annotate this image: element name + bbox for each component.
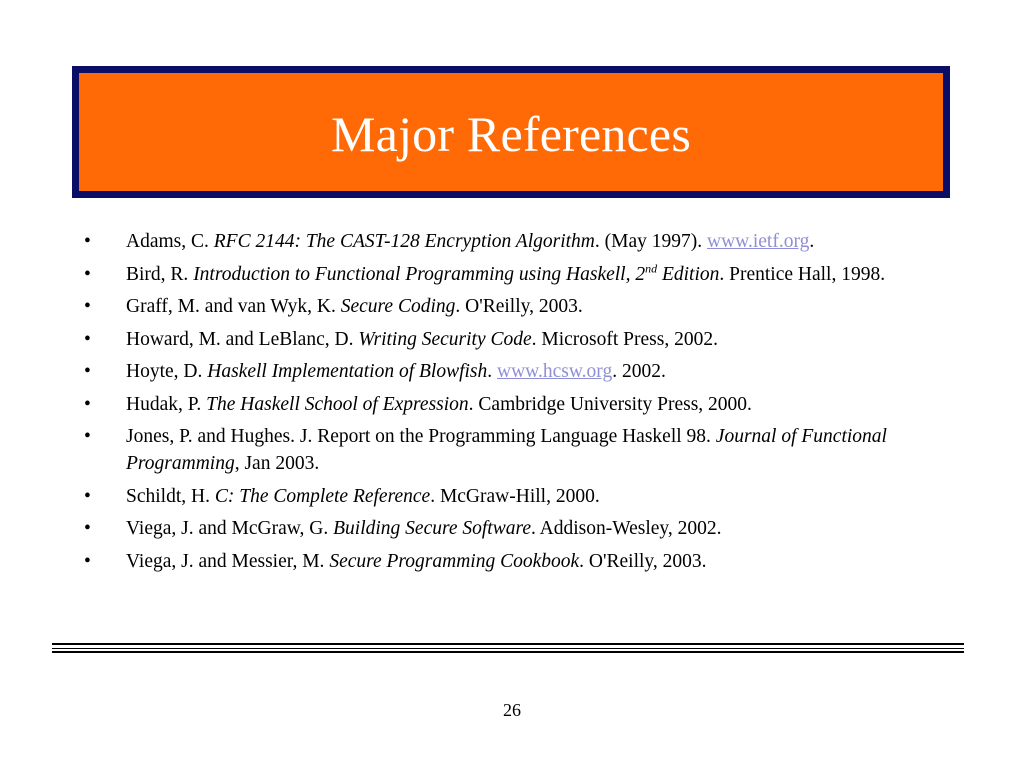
bullet: • [84, 550, 91, 572]
reference-authors: Viega, J. and McGraw, G. [126, 518, 334, 539]
reference-work-title: RFC 2144: The CAST-128 Encryption Algorithm [213, 231, 595, 252]
page-number: 26 [503, 700, 521, 720]
reference-work-title: C: The Complete Reference [214, 485, 431, 507]
bullet: • [84, 296, 91, 317]
reference-link[interactable]: www.ietf.org [707, 231, 810, 252]
reference-details-end: . 2002. [612, 361, 666, 382]
reference-authors: Viega, J. and Messier, M. [126, 550, 330, 572]
title-banner [72, 66, 950, 198]
reference-work-title: Writing Security Code [358, 328, 532, 350]
bullet: • [84, 393, 91, 415]
bullet: • [84, 485, 91, 507]
reference-details: . McGraw-Hill, 2000. [430, 485, 600, 507]
reference-work-title: Haskell Implementation of Blowfish [207, 361, 488, 382]
reference-authors: Howard, M. and LeBlanc, D. [126, 328, 359, 350]
reference-details: . (May 1997). [594, 231, 707, 252]
reference-details-end: . [809, 231, 815, 252]
reference-item [84, 228, 944, 255]
reference-details: , Jan 2003. [234, 453, 320, 474]
reference-details: . Microsoft Press, 2002. [531, 328, 718, 350]
slide-title: Major References [331, 106, 691, 162]
bullet: • [84, 328, 91, 350]
footer-rule-top [52, 643, 964, 645]
reference-authors: Graff, M. and van Wyk, K. [126, 296, 341, 317]
reference-item [84, 358, 944, 385]
reference-details: . O'Reilly, 2003. [455, 296, 583, 317]
footer-rule-bottom [52, 651, 964, 653]
bullet: • [84, 361, 91, 382]
reference-item [84, 293, 944, 320]
reference-authors: Bird, R. [126, 263, 194, 285]
reference-list [84, 228, 944, 580]
bullet: • [84, 518, 91, 539]
reference-details: . [487, 361, 498, 382]
reference-item [84, 261, 944, 288]
footer-rule-middle [52, 648, 964, 649]
reference-authors: Schildt, H. [126, 485, 215, 507]
reference-item [84, 391, 944, 418]
bullet: • [84, 263, 91, 285]
reference-link[interactable]: www.hcsw.org [497, 361, 613, 382]
reference-work-title-cont: Edition [657, 263, 720, 285]
reference-item [84, 548, 944, 575]
reference-work-title: Journal of Functional Programming [126, 426, 887, 474]
reference-item [84, 483, 944, 510]
reference-work-title: Secure Coding [340, 296, 456, 317]
reference-authors: Hudak, P. [126, 393, 207, 415]
reference-authors: Jones, P. and Hughes. J. Report on the Programming Language Haskell 98. [126, 426, 716, 447]
reference-work-title: Secure Programming Cookbook [329, 550, 580, 572]
reference-authors: Adams, C. [126, 231, 214, 252]
reference-item [84, 423, 944, 477]
reference-authors: Hoyte, D. [126, 361, 208, 382]
bullet: • [84, 426, 91, 447]
reference-details: . Cambridge University Press, 2000. [468, 393, 752, 415]
bullet: • [84, 231, 91, 252]
reference-work-title: Introduction to Functional Programming using Haskell, 2 [193, 263, 646, 285]
reference-details: . O'Reilly, 2003. [579, 550, 707, 572]
reference-details: . Prentice Hall, 1998. [719, 263, 886, 285]
reference-superscript: nd [645, 261, 658, 275]
reference-item [84, 515, 944, 542]
reference-work-title: The Haskell School of Expression [206, 393, 469, 415]
reference-item [84, 326, 944, 353]
reference-details: . Addison-Wesley, 2002. [531, 518, 722, 539]
reference-work-title: Building Secure Software [333, 518, 531, 539]
